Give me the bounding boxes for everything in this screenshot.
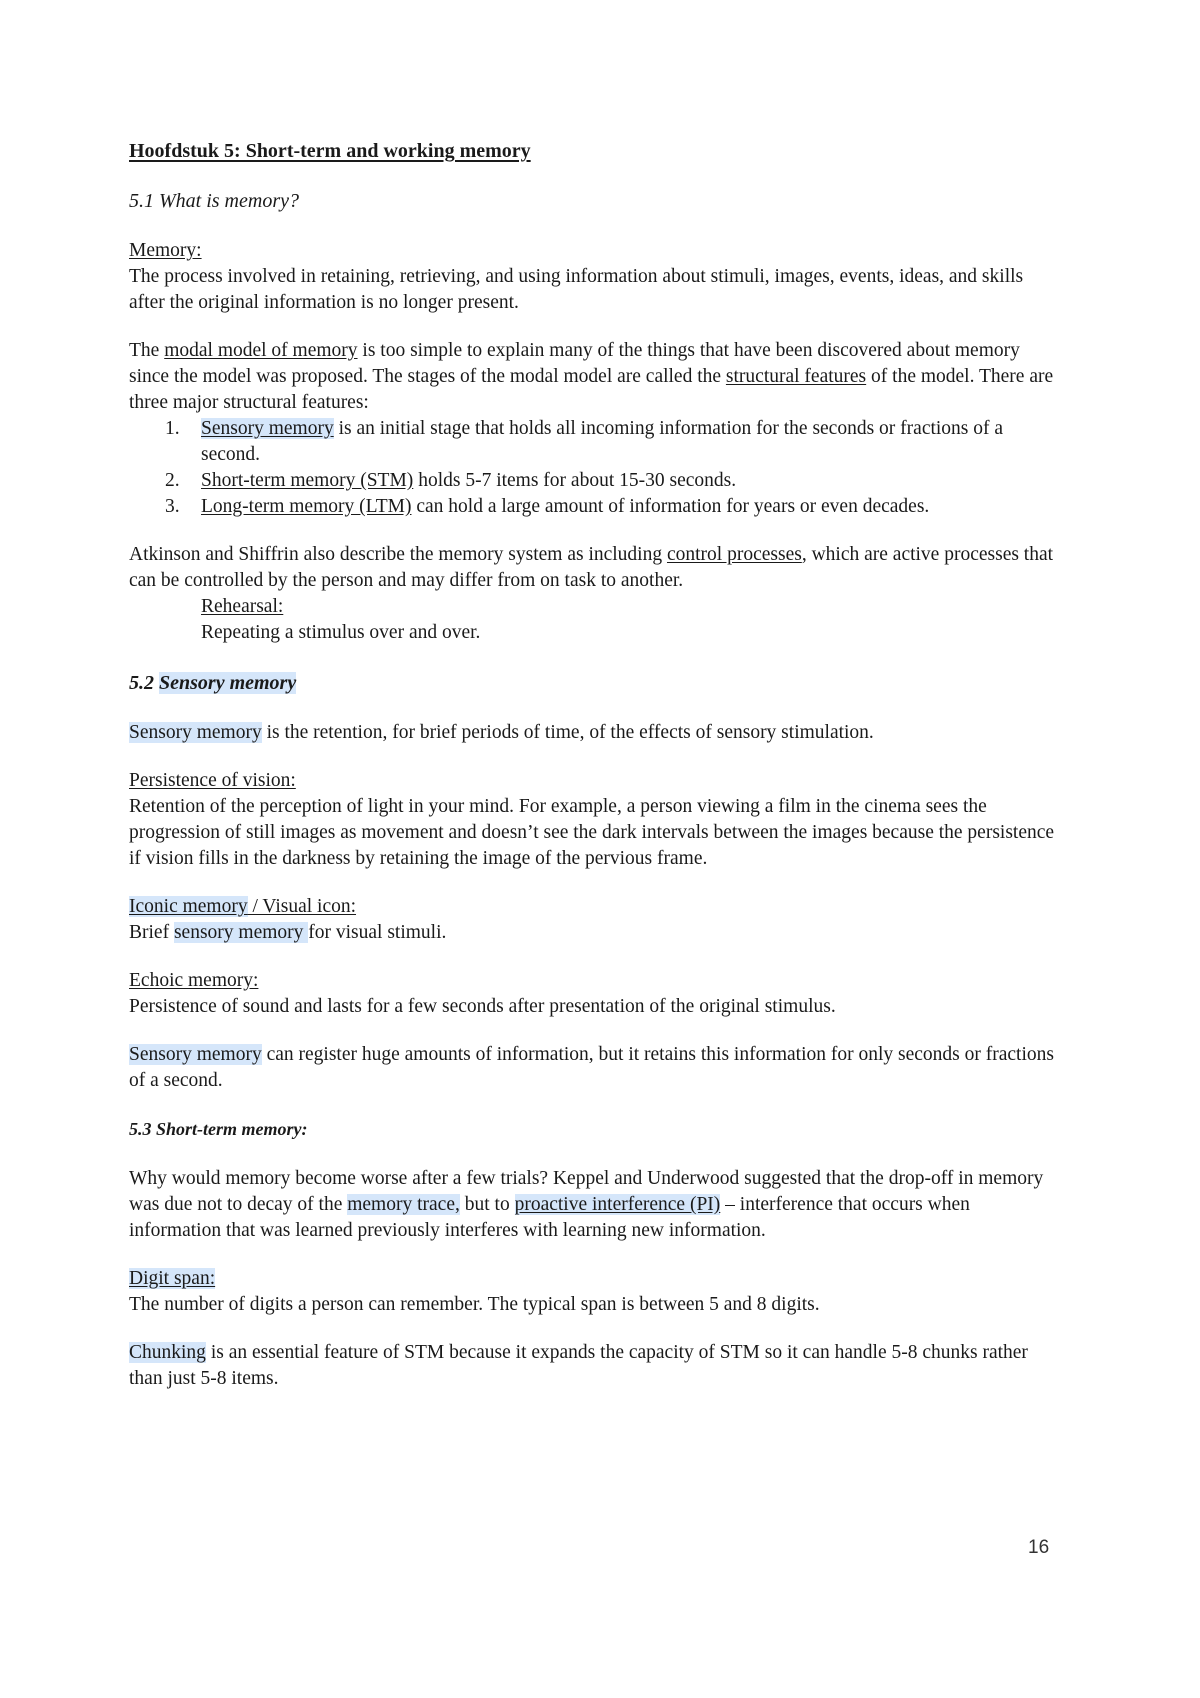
why-text-3: – interference that occurs when information that was learned previously interferes with learning new information. xyxy=(129,1194,970,1241)
echoic-term xyxy=(129,968,1059,994)
atkinson-text-2: , which are active processes that can be controlled by the person and may differ from on task to another. xyxy=(129,544,1054,591)
why-text-1: Why would memory become worse after a few trials? Keppel and Underwood suggested that the drop-off in memory was due not to decay of the xyxy=(129,1168,1044,1215)
proactive-interference-term: proactive interference (PI) xyxy=(514,1194,721,1215)
sensory-memory-highlight: Sensory memory xyxy=(129,722,262,743)
structural-features-term: structural features xyxy=(725,366,867,387)
list-number: 1. xyxy=(165,418,180,439)
structural-features-list xyxy=(129,416,1059,520)
sensory-def-text: is the retention, for brief periods of time, of the effects of sensory stimulation. xyxy=(261,722,874,743)
modal-text-1: The xyxy=(129,340,165,361)
chunking-highlight: Chunking xyxy=(129,1342,206,1363)
persistence-definition: Retention of the perception of light in your mind. For example, a person viewing a film in the cinema sees the progression of still images as movement and doesn’t see the dark intervals between the images because the persistence if vision fills in the darkness by retaining the image of the pervious frame. xyxy=(129,796,1055,869)
digit-span-term xyxy=(129,1266,1059,1292)
modal-text-3: of the model. There are three major structural features: xyxy=(129,366,1054,413)
echoic-term-label: Echoic memory: xyxy=(129,970,259,991)
chunking-paragraph xyxy=(129,1340,1059,1392)
list-item-text: can hold a large amount of information for years or even decades. xyxy=(411,496,930,517)
chunking-text: is an essential feature of STM because it expands the capacity of STM so it can handle 5-8 chunks rather than just 5-8 items. xyxy=(129,1342,1028,1389)
rehearsal-term-label: Rehearsal: xyxy=(201,596,284,617)
persistence-term xyxy=(129,768,1059,794)
iconic-def-text-2: for visual stimuli. xyxy=(308,922,447,943)
list-item xyxy=(165,494,1059,520)
sensory-memory-term: Sensory memory xyxy=(201,418,334,439)
document-page xyxy=(129,138,1059,1392)
visual-icon-term: / Visual icon: xyxy=(247,896,357,917)
modal-model-paragraph xyxy=(129,338,1059,416)
iconic-memory-term: Iconic memory xyxy=(129,896,248,917)
sensory-capacity-paragraph xyxy=(129,1042,1059,1094)
proactive-interference-paragraph xyxy=(129,1166,1059,1244)
list-number: 3. xyxy=(165,496,180,517)
chapter-title: Hoofdstuk 5: Short-term and working memory xyxy=(129,140,531,162)
control-processes-term: control processes xyxy=(666,544,802,565)
list-item xyxy=(165,468,1059,494)
section-5-3-heading: 5.3 Short-term memory: xyxy=(129,1119,308,1139)
atkinson-paragraph xyxy=(129,542,1059,594)
memory-term xyxy=(129,238,1059,264)
iconic-term xyxy=(129,894,1059,920)
list-item xyxy=(165,416,1059,468)
digit-span-label: Digit span: xyxy=(129,1268,216,1289)
list-item-text: holds 5-7 items for about 15-30 seconds. xyxy=(413,470,737,491)
modal-model-term: modal model of memory xyxy=(164,340,358,361)
why-text-2: but to xyxy=(459,1194,515,1215)
sensory-capacity-text: can register huge amounts of information, but it retains this information for only seconds or fractions of a second. xyxy=(129,1044,1054,1091)
page-number: 16 xyxy=(1028,1537,1050,1558)
rehearsal-term xyxy=(129,594,1059,620)
section-5-2-heading xyxy=(129,670,1059,696)
list-number: 2. xyxy=(165,470,180,491)
modal-text-2: is too simple to explain many of the things that have been discovered about memory since the model was proposed. The stages of the modal model are called the xyxy=(129,340,1020,387)
digit-span-definition: The number of digits a person can remember. The typical span is between 5 and 8 digits. xyxy=(129,1294,820,1315)
memory-trace-highlight: memory trace, xyxy=(347,1194,460,1215)
ltm-term: Long-term memory (LTM) xyxy=(201,496,412,517)
atkinson-text-1: Atkinson and Shiffrin also describe the memory system as including xyxy=(129,544,667,565)
section-number: 5.2 xyxy=(129,672,159,694)
iconic-definition xyxy=(129,920,1059,946)
echoic-definition: Persistence of sound and lasts for a few seconds after presentation of the original stimulus. xyxy=(129,996,836,1017)
list-item-text: is an initial stage that holds all incoming information for the seconds or fractions of a second. xyxy=(201,418,1004,465)
sensory-memory-definition xyxy=(129,720,1059,746)
rehearsal-definition: Repeating a stimulus over and over. xyxy=(201,622,481,643)
persistence-term-label: Persistence of vision: xyxy=(129,770,296,791)
sensory-capacity-highlight: Sensory memory xyxy=(129,1044,262,1065)
section-5-1-heading: 5.1 What is memory? xyxy=(129,190,299,212)
stm-term: Short-term memory (STM) xyxy=(201,470,414,491)
memory-term-label: Memory: xyxy=(129,240,202,261)
iconic-def-text-1: Brief xyxy=(129,922,174,943)
memory-definition: The process involved in retaining, retrieving, and using information about stimuli, images, events, ideas, and skills after the original information is no longer present. xyxy=(129,266,1024,313)
section-title-highlight: Sensory memory xyxy=(159,672,297,694)
iconic-def-highlight: sensory memory xyxy=(173,922,309,943)
